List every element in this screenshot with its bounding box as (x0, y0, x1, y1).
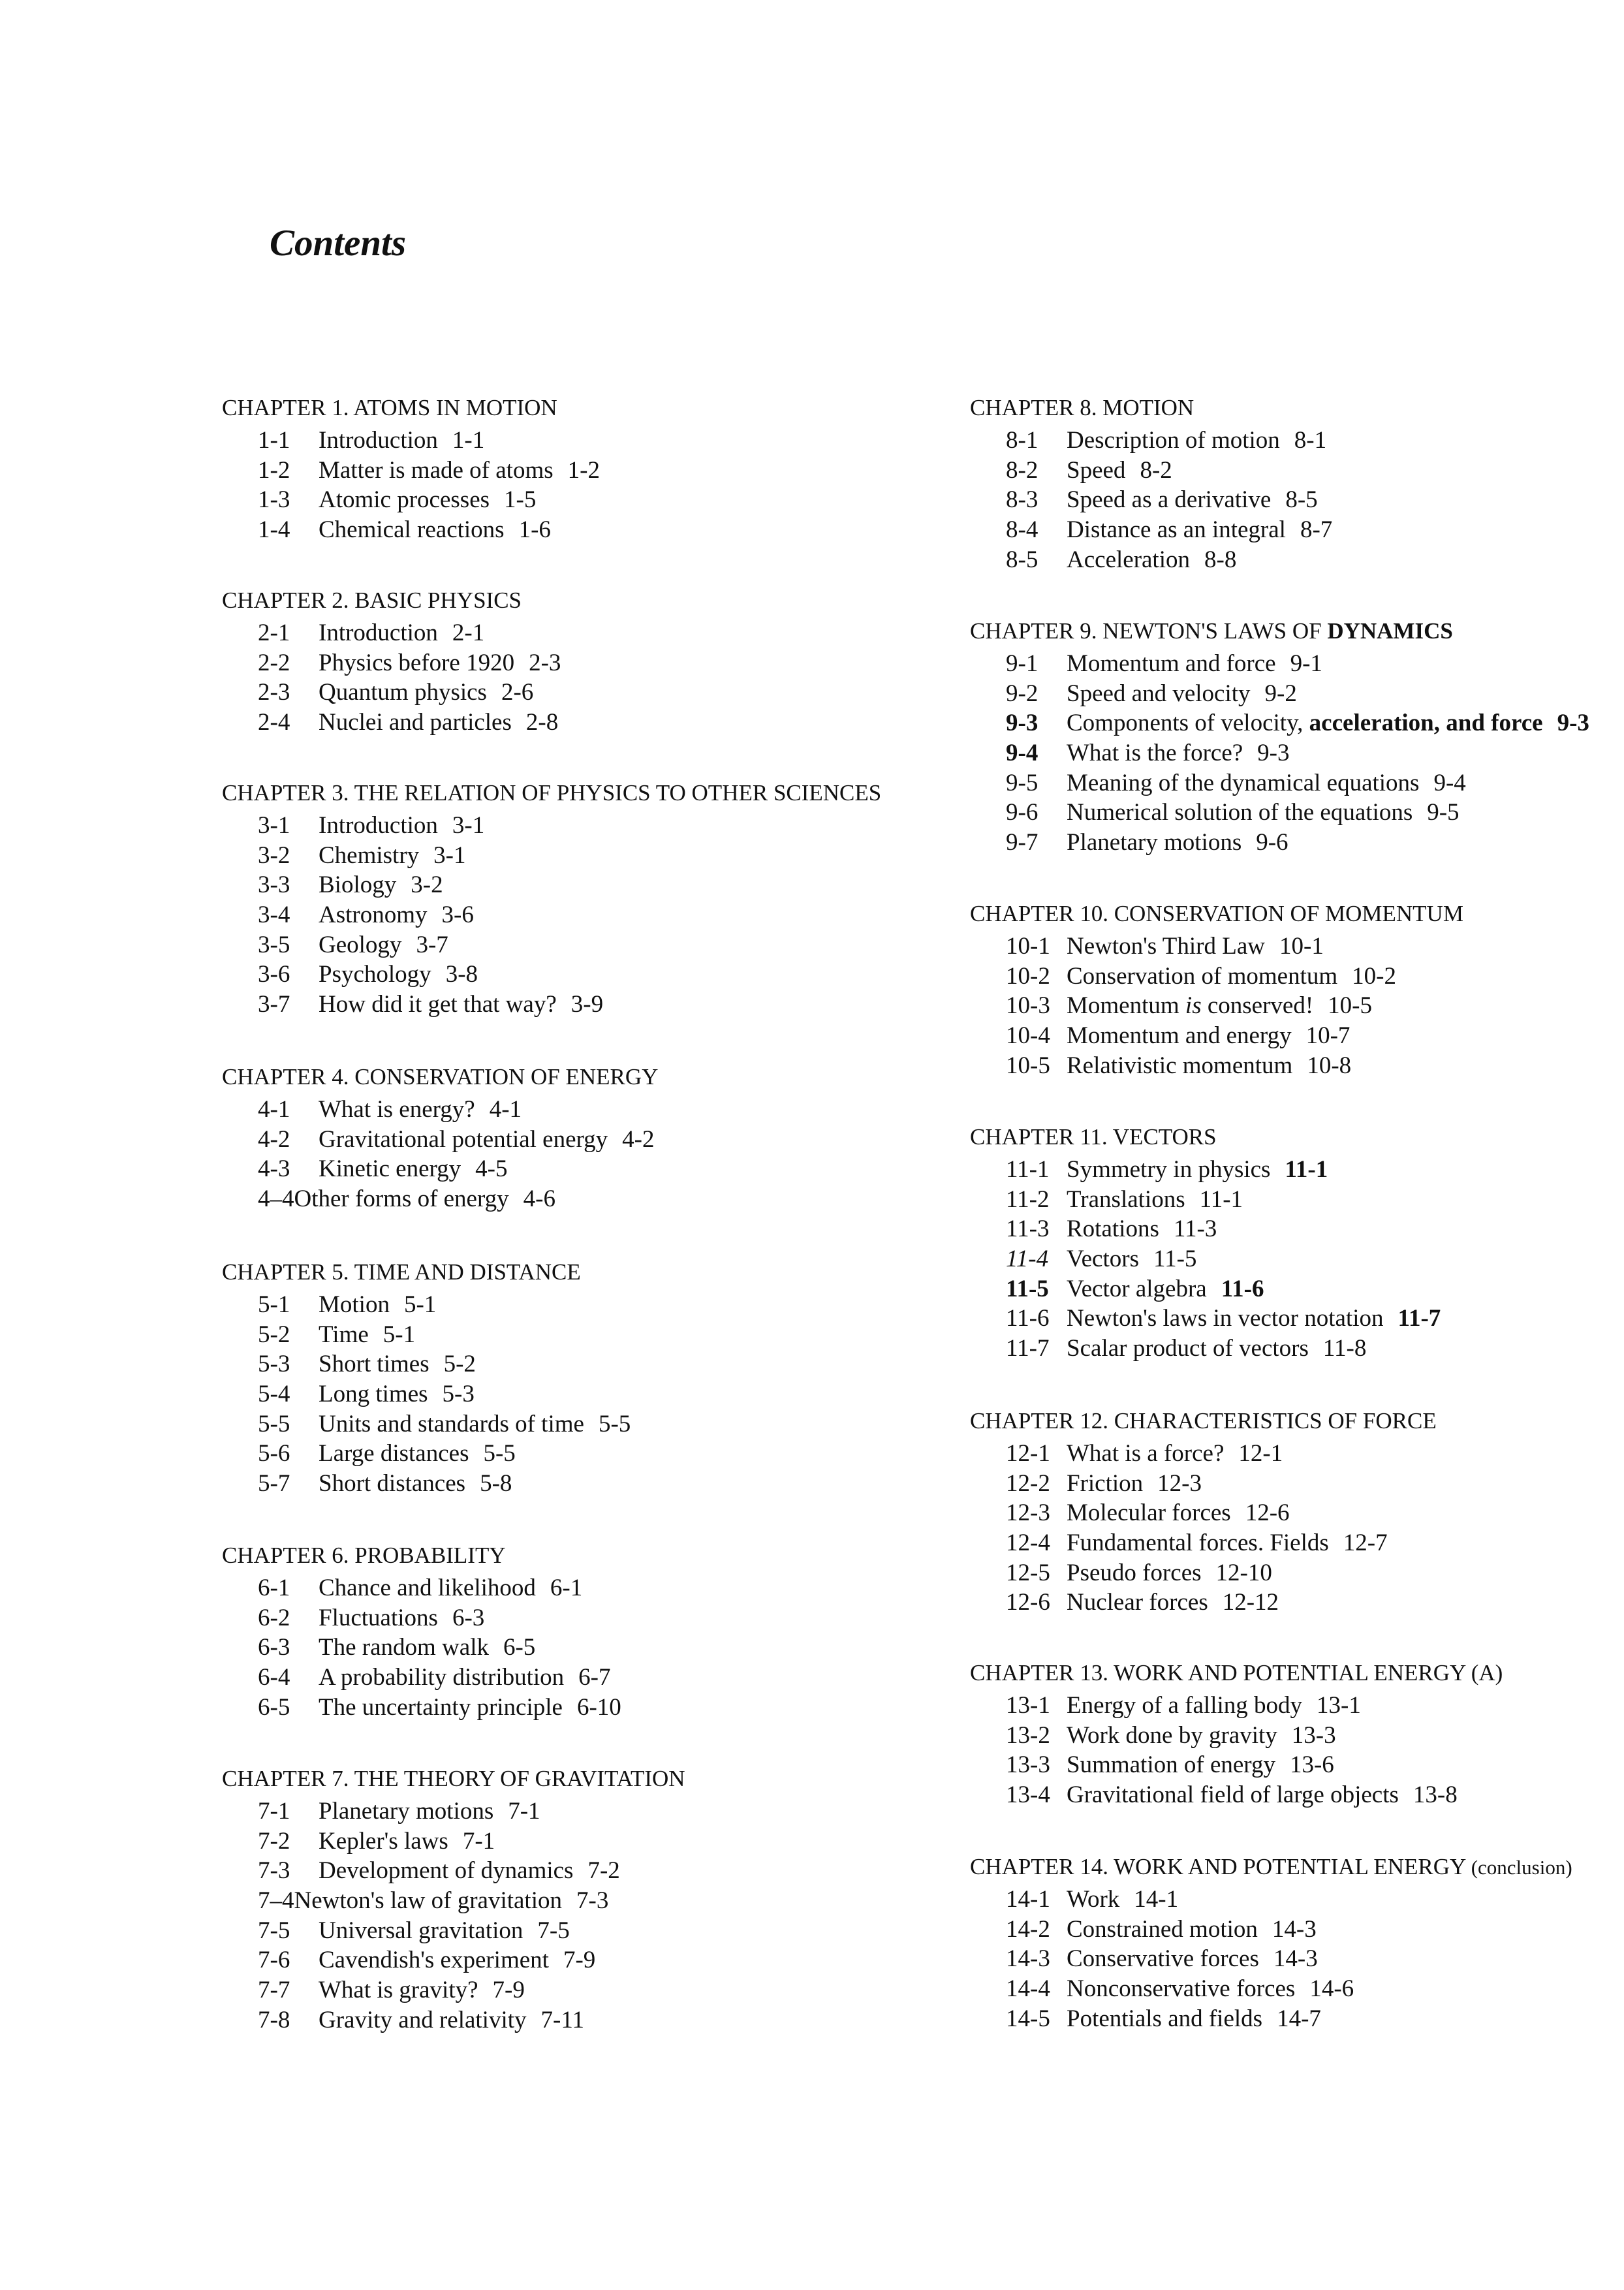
chapter-heading: CHAPTER 4. CONSERVATION OF ENERGY (222, 1064, 659, 1090)
toc-entry[interactable]: 11-4 Vectors 11-5 (1006, 1246, 1197, 1273)
toc-entry[interactable]: 8-5 Acceleration 8-8 (1006, 546, 1237, 573)
toc-entry[interactable]: 3-5 Geology 3-7 (258, 931, 448, 958)
toc-entry[interactable]: 9-7 Planetary motions 9-6 (1006, 829, 1288, 856)
toc-entry[interactable]: 12-2 Friction 12-3 (1006, 1469, 1202, 1497)
chapter-12 (970, 1404, 1437, 1618)
toc-entry[interactable]: 3-6 Psychology 3-8 (258, 961, 478, 988)
toc-entry[interactable]: 10-5 Relativistic momentum 10-8 (1006, 1052, 1352, 1079)
chapter-6 (222, 1538, 621, 1722)
toc-entry[interactable]: 7-5 Universal gravitation 7-5 (258, 1917, 570, 1944)
chapter-heading: CHAPTER 13. WORK AND POTENTIAL ENERGY (A) (970, 1660, 1503, 1686)
toc-entry[interactable]: 12-1 What is a force? 12-1 (1006, 1440, 1283, 1467)
chapter-heading: CHAPTER 10. CONSERVATION OF MOMENTUM (970, 901, 1463, 926)
toc-entry[interactable]: 7-6 Cavendish's experiment 7-9 (258, 1947, 596, 1974)
toc-entry[interactable]: 5-7 Short distances 5-8 (258, 1470, 512, 1498)
toc-entry[interactable]: 2-3 Quantum physics 2-6 (258, 679, 534, 706)
toc-entry[interactable]: 8-3 Speed as a derivative 8-5 (1006, 486, 1318, 514)
toc-entry[interactable]: 10-1 Newton's Third Law 10-1 (1006, 933, 1324, 960)
chapter-heading: CHAPTER 11. VECTORS (970, 1124, 1217, 1150)
toc-entry[interactable]: 5-1 Motion 5-1 (258, 1291, 437, 1318)
page-title: Contents (270, 223, 407, 264)
toc-entry[interactable]: 10-4 Momentum and energy 10-7 (1006, 1022, 1351, 1050)
toc-entry[interactable]: 3-1 Introduction 3-1 (258, 812, 485, 839)
toc-entry[interactable]: 12-6 Nuclear forces 12-12 (1006, 1589, 1279, 1616)
toc-entry[interactable]: 3-7 How did it get that way? 3-9 (258, 991, 604, 1018)
toc-entry[interactable]: 8-4 Distance as an integral 8-7 (1006, 516, 1333, 544)
toc-entry[interactable]: 8-1 Description of motion 8-1 (1006, 427, 1327, 454)
chapter-heading: CHAPTER 12. CHARACTERISTICS OF FORCE (970, 1408, 1437, 1434)
toc-entry[interactable]: 3-3 Biology 3-2 (258, 871, 443, 899)
toc-entry[interactable]: 11-5 Vector algebra 11-6 (1006, 1275, 1264, 1302)
toc-entry[interactable]: 4–4 Other forms of energy 4-6 (258, 1185, 555, 1213)
toc-entry[interactable]: 4-1 What is energy? 4-1 (258, 1096, 522, 1123)
toc-entry[interactable]: 14-5 Potentials and fields 14-7 (1006, 2005, 1321, 2032)
toc-entry[interactable]: 5-6 Large distances 5-5 (258, 1440, 516, 1467)
toc-entry[interactable]: 12-4 Fundamental forces. Fields 12-7 (1006, 1529, 1388, 1557)
toc-entry[interactable]: 11-6 Newton's laws in vector notation 11-7 (1006, 1305, 1441, 1332)
toc-entry[interactable]: 1-4 Chemical reactions 1-6 (258, 516, 551, 544)
chapter-heading: CHAPTER 3. THE RELATION OF PHYSICS TO OTHER SCIENCES (222, 780, 882, 806)
toc-entry[interactable]: 9-1 Momentum and force 9-1 (1006, 650, 1322, 677)
toc-entry[interactable]: 13-2 Work done by gravity 13-3 (1006, 1721, 1336, 1749)
toc-entry[interactable]: 8-2 Speed 8-2 (1006, 456, 1172, 484)
toc-entry[interactable]: 2-1 Introduction 2-1 (258, 620, 485, 646)
chapter-1 (222, 390, 600, 545)
chapter-11 (970, 1120, 1441, 1364)
chapter-10 (970, 896, 1463, 1080)
toc-entry[interactable]: 14-4 Nonconservative forces 14-6 (1006, 1975, 1354, 2003)
toc-entry[interactable]: 7-1 Planetary motions 7-1 (258, 1798, 540, 1825)
toc-entry[interactable]: 13-3 Summation of energy 13-6 (1006, 1751, 1334, 1779)
chapter-4 (222, 1059, 658, 1214)
toc-entry[interactable]: 7-3 Development of dynamics 7-2 (258, 1857, 620, 1885)
toc-entry[interactable]: 11-1 Symmetry in physics 11-1 (1006, 1156, 1328, 1183)
toc-entry[interactable]: 2-2 Physics before 1920 2-3 (258, 649, 561, 676)
chapter-heading: CHAPTER 5. TIME AND DISTANCE (222, 1259, 581, 1285)
chapter-2 (222, 583, 561, 738)
chapter-7 (222, 1761, 685, 2035)
toc-entry[interactable]: 6-4 A probability distribution 6-7 (258, 1664, 611, 1691)
chapter-heading: CHAPTER 8. MOTION (970, 395, 1195, 420)
toc-entry[interactable]: 4-3 Kinetic energy 4-5 (258, 1155, 508, 1183)
chapter-8 (970, 390, 1332, 574)
toc-entry[interactable]: 13-4 Gravitational field of large objects 13-8 (1006, 1781, 1458, 1809)
chapter-heading: CHAPTER 14. WORK AND POTENTIAL ENERGY (conclusion) (970, 1854, 1572, 1879)
toc-entry[interactable]: 5-3 Short times 5-2 (258, 1351, 476, 1378)
chapter-heading: CHAPTER 9. NEWTON'S LAWS OF DYNAMICS (970, 618, 1453, 644)
toc-entry[interactable]: 14-1 Work 14-1 (1006, 1886, 1179, 1913)
toc-entry[interactable]: 3-4 Astronomy 3-6 (258, 902, 474, 929)
toc-entry[interactable]: 11-3 Rotations 11-3 (1006, 1216, 1217, 1243)
chapter-13 (970, 1655, 1503, 1810)
toc-entry[interactable]: 1-1 Introduction 1-1 (258, 427, 485, 454)
toc-entry[interactable]: 6-1 Chance and likelihood 6-1 (258, 1575, 583, 1601)
chapter-heading: CHAPTER 6. PROBABILITY (222, 1543, 506, 1568)
toc-entry[interactable]: 12-3 Molecular forces 12-6 (1006, 1499, 1290, 1527)
toc-entry[interactable]: 5-5 Units and standards of time 5-5 (258, 1410, 631, 1437)
toc-entry[interactable]: 4-2 Gravitational potential energy 4-2 (258, 1125, 655, 1153)
toc-entry[interactable]: 6-5 The uncertainty principle 6-10 (258, 1693, 621, 1721)
toc-entry[interactable]: 9-3 Components of velocity, acceleration, and force 9-3 (1006, 710, 1589, 737)
toc-entry[interactable]: 5-2 Time 5-1 (258, 1321, 416, 1348)
toc-entry[interactable]: 10-2 Conservation of momentum 10-2 (1006, 962, 1396, 990)
toc-entry[interactable]: 12-5 Pseudo forces 12-10 (1006, 1559, 1272, 1586)
chapter-5 (222, 1255, 631, 1499)
toc-entry[interactable]: 2-4 Nuclei and particles 2-8 (258, 709, 559, 736)
toc-entry[interactable]: 1-3 Atomic processes 1-5 (258, 486, 537, 514)
chapter-heading: CHAPTER 7. THE THEORY OF GRAVITATION (222, 1766, 685, 1791)
toc-entry[interactable]: 1-2 Matter is made of atoms 1-2 (258, 456, 600, 484)
chapter-9 (970, 614, 1589, 858)
toc-entry[interactable]: 14-3 Conservative forces 14-3 (1006, 1945, 1318, 1973)
chapter-heading: CHAPTER 2. BASIC PHYSICS (222, 588, 522, 613)
toc-entry[interactable]: 7-8 Gravity and relativity 7-11 (258, 2006, 584, 2033)
toc-entry[interactable]: 14-2 Constrained motion 14-3 (1006, 1915, 1317, 1943)
toc-entry[interactable]: 5-4 Long times 5-3 (258, 1381, 475, 1408)
toc-entry[interactable]: 7-7 What is gravity? 7-9 (258, 1977, 525, 2004)
toc-entry[interactable]: 7–4 Newton's law of gravitation 7-3 (258, 1887, 609, 1915)
chapter-heading: CHAPTER 1. ATOMS IN MOTION (222, 395, 557, 420)
toc-entry[interactable]: 11-7 Scalar product of vectors 11-8 (1006, 1335, 1367, 1362)
chapter-14 (970, 1849, 1572, 2033)
toc-entry[interactable]: 6-2 Fluctuations 6-3 (258, 1604, 485, 1631)
toc-entry[interactable]: 6-3 The random walk 6-5 (258, 1634, 536, 1661)
toc-entry[interactable]: 13-1 Energy of a falling body 13-1 (1006, 1692, 1361, 1719)
toc-entry[interactable]: 7-2 Kepler's laws 7-1 (258, 1827, 495, 1855)
chapter-3 (222, 776, 881, 1020)
toc-entry[interactable]: 9-4 What is the force? 9-3 (1006, 740, 1290, 767)
toc-entry[interactable]: 9-6 Numerical solution of the equations 9-5 (1006, 799, 1460, 826)
toc-entry[interactable]: 11-2 Translations 11-1 (1006, 1185, 1243, 1213)
toc-entry[interactable]: 9-2 Speed and velocity 9-2 (1006, 680, 1297, 707)
toc-entry[interactable]: 10-3 Momentum is conserved! 10-5 (1006, 992, 1372, 1020)
toc-entry[interactable]: 9-5 Meaning of the dynamical equations 9-4 (1006, 769, 1466, 796)
toc-entry[interactable]: 3-2 Chemistry 3-1 (258, 841, 466, 869)
